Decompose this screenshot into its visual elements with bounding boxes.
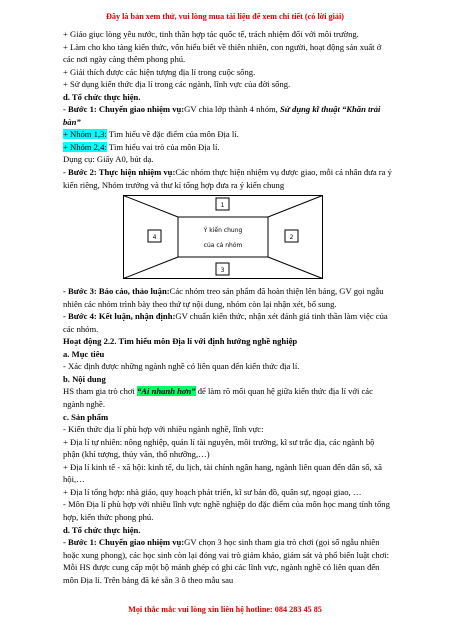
- group-task-text: Tìm hiểu về đặc điểm của môn Địa lí.: [106, 129, 239, 140]
- technique-name: Sử dụng kĩ thuật “Khăn trải bàn”: [63, 104, 381, 127]
- preview-banner: Đây là bản xem thử, vui lòng mua tài liệu để xem chi tiết (có lời giải): [105, 12, 344, 21]
- step-3: [63, 285, 393, 310]
- text-line: + Làm cho kho tàng kiến thức, vốn hiểu biết về thiên nhiên, con người, hoạt động sản xuất ở các nơi ngày càng thêm phong phú.: [63, 41, 382, 65]
- step-label: - Bước 2: Thực hiện nhiệm vụ:: [63, 167, 176, 178]
- group-number-1: 1: [220, 202, 225, 210]
- text-fragment: để làm rõ mối quan hệ giữa kiến thức địa lí với các ngành nghề.: [63, 386, 373, 410]
- text-line: + Giáo giục lòng yêu nước, tinh thần hợp tác quốc tế, trách nhiệm đối với môi trường.: [63, 29, 359, 39]
- group-number-4: 4: [152, 234, 157, 242]
- step-label: - Bước 3: Báo cáo, thảo luận:: [63, 286, 170, 297]
- document-body: [63, 28, 393, 586]
- hotline-banner: Mọi thắc mắc vui lòng xin liên hệ hotline: 084 283 45 85: [128, 605, 322, 614]
- text-line: Dụng cụ: Giấy A0, bút dạ.: [63, 154, 154, 165]
- step-1: [63, 103, 393, 128]
- text-line: - Xác định được những ngành nghề có liên quan đến kiến thức địa lí.: [63, 361, 300, 372]
- group-label-highlight: + Nhóm 1,3:: [63, 129, 107, 140]
- text-line: + Địa lí kinh tế - xã hội: kinh tế, du lịch, tài chính ngân hang, ngành liên quan đến dân số, xã hội,…: [63, 461, 382, 485]
- shared-opinion-label: Ý kiến chung: [203, 227, 243, 235]
- game-description: [63, 385, 393, 410]
- step-label: - Bước 1: Chuyển giao nhiệm vụ:: [63, 104, 185, 115]
- step-4: [63, 310, 393, 335]
- text-line: + Địa lí tổng hợp: nhà giáo, quy hoạch phát triển, kĩ sư bản đồ, quân sự, ngoại giao, …: [63, 486, 362, 497]
- section-heading: d. Tổ chức thực hiện.: [63, 524, 141, 535]
- game-name-highlight: “Ai nhanh hơn”: [137, 386, 196, 397]
- text-line: + Giải thích được các hiện tượng địa lí trong cuộc sống.: [63, 66, 256, 77]
- section-heading: c. Sản phẩm: [63, 411, 109, 422]
- step-text: GV chuẩn kiến thức, nhận xét đánh giá tinh thần làm việc của các nhóm.: [63, 311, 388, 334]
- section-heading: b. Nội dung: [63, 373, 106, 384]
- step-text: GV chia lớp thành 4 nhóm,: [184, 104, 280, 115]
- group-task: [63, 128, 393, 141]
- step-text: Các nhóm thực hiện nhiệm vụ được giao, mỗi cá nhân đưa ra ý kiến riêng, Nhóm trưởng và thư kí tổng hợp đưa ra ý kiến chung: [63, 167, 392, 190]
- group-task-text: Tìm hiểu vai trò của môn Địa lí.: [106, 141, 220, 152]
- step-label: - Bước 4: Kết luận, nhận định:: [63, 311, 176, 322]
- step-1: [63, 536, 393, 586]
- section-heading: a. Mục tiêu: [63, 348, 105, 359]
- step-text: Các nhóm treo sản phẩm đã hoàn thiện lên bảng, GV gọi ngẫu nhiên các nhóm trình bày theo thứ tự nội dung, nhóm còn lại nhận xét, bổ sung.: [63, 286, 384, 309]
- section-heading: d. Tổ chức thực hiện.: [63, 91, 141, 102]
- group-label-highlight: + Nhóm 2,4:: [63, 141, 107, 152]
- text-line: + Sử dụng kiến thức địa lí trong các ngành, lĩnh vực của đời sống.: [63, 79, 291, 90]
- tablecloth-diagram: [63, 195, 393, 279]
- text-line: - Kiến thức địa lí phù hợp với nhiều ngành nghề, lĩnh vực:: [63, 424, 264, 435]
- step-2: [63, 166, 393, 191]
- text-line: + Địa lí tự nhiên: nông nghiệp, quản lí tài nguyên, môi trường, kĩ sư trắc địa, các ngành bộ phận (khí tượng, thủy văn, thổ nhưỡng,…): [63, 436, 375, 460]
- step-text: GV chọn 3 học sinh tham gia trò chơi (gọi số ngẫu nhiên hoặc xung phong), các học sinh còn lại đóng vai trò giám khảo, giám sát và phổ biến luật chơi: Mỗi HS được cung cấp một bộ mảnh ghép có ghi các lĩnh vực, ngành nghề có liên quan đến môn Địa lí. Trên bảng đã kẻ sẵn 3 ô theo mẫu sau: [63, 537, 390, 585]
- group-task: [63, 141, 393, 154]
- text-line: - Môn Địa lí phù hợp với nhiều lĩnh vực nghề nghiệp do đặc điểm của môn học mang tính tổng hợp, kiến thức phong phú.: [63, 499, 390, 522]
- text-fragment: HS tham gia trò chơi: [63, 386, 137, 397]
- group-number-3: 3: [220, 267, 225, 275]
- activity-heading: Hoạt động 2.2. Tìm hiểu môn Địa lí với định hướng nghề nghiệp: [63, 336, 298, 347]
- group-number-2: 2: [289, 234, 294, 242]
- shared-opinion-label: của cả nhóm: [203, 242, 243, 250]
- step-label: - Bước 1: Chuyển giao nhiệm vụ:: [63, 537, 185, 548]
